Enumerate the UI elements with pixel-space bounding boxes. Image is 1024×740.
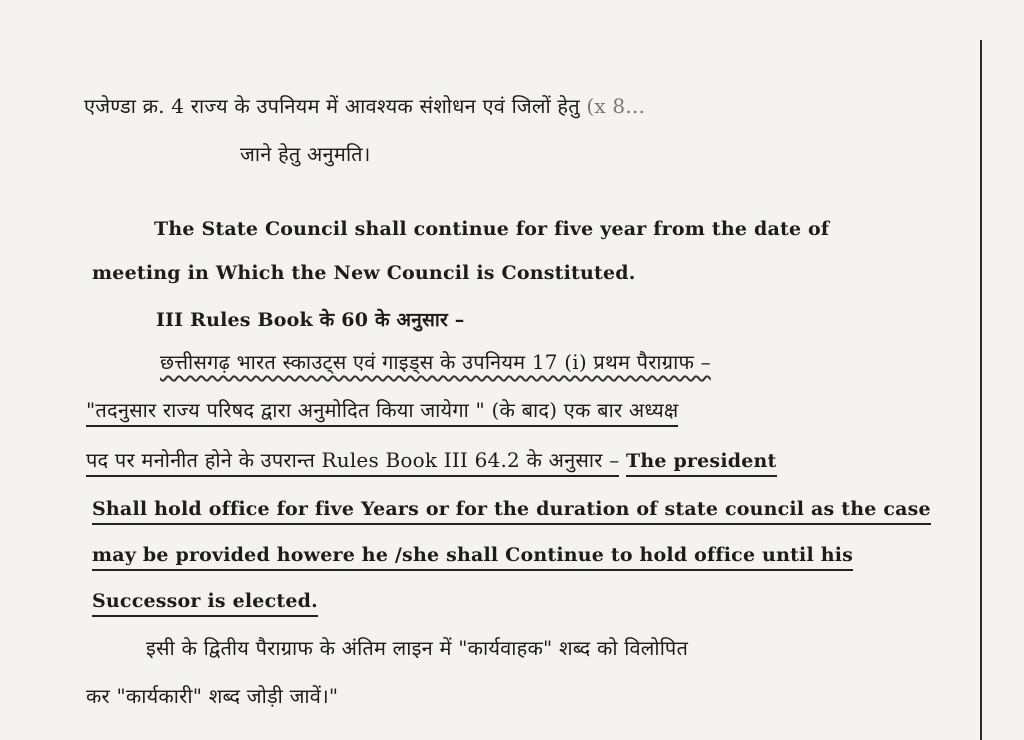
english-rule-line-1-text: Shall hold office for five Years or for the duration of state council as the case [92,498,931,525]
page-border [980,40,982,740]
english-rule-line-3-text: Successor is elected. [92,590,318,617]
bylaw-line-1 [160,348,711,375]
agenda-line [84,92,645,119]
english-rule-line-1 [92,498,931,520]
rules-reference: III Rules Book के 60 के अनुसार – [156,309,465,331]
bylaw-line-2-text: "तदनुसार राज्य परिषद द्वारा अनुमोदित किया जायेगा " (के बाद) एक बार अध्यक्ष [86,398,678,427]
english-paragraph-line-1: The State Council shall continue for five year from the date of [154,218,830,240]
amendment-line-1: इसी के द्वितीय पैराग्राफ के अंतिम लाइन में "कार्यवाहक" शब्द को विलोपित [146,636,689,660]
bylaw-line-1-text: छत्तीसगढ़ भारत स्काउट्स एवं गाइड्स के उपनियम 17 (i) प्रथम पैराग्राफ – [160,350,711,374]
english-rule-line-2-text: may be provided howere he /she shall Continue to hold office until his [92,544,853,571]
english-rule-line-2 [92,544,853,566]
bylaw-line-3 [86,446,777,473]
agenda-smudged-text: (x 8... [586,94,646,118]
president-text: The president [626,450,777,477]
bylaw-line-3-text: पद पर मनोनीत होने के उपरान्त Rules Book III 64.2 के अनुसार – [86,448,619,477]
english-paragraph-line-2: meeting in Which the New Council is Constituted. [92,262,636,284]
english-rule-line-3 [92,590,318,612]
agenda-continuation: जाने हेतु अनुमति। [240,142,371,166]
amendment-line-2: कर "कार्यकारी" शब्द जोड़ी जावें।" [86,684,339,708]
bylaw-line-2 [86,396,678,423]
agenda-heading: एजेण्डा क्र. 4 राज्य के उपनियम में आवश्यक संशोधन एवं जिलों हेतु [84,94,580,118]
